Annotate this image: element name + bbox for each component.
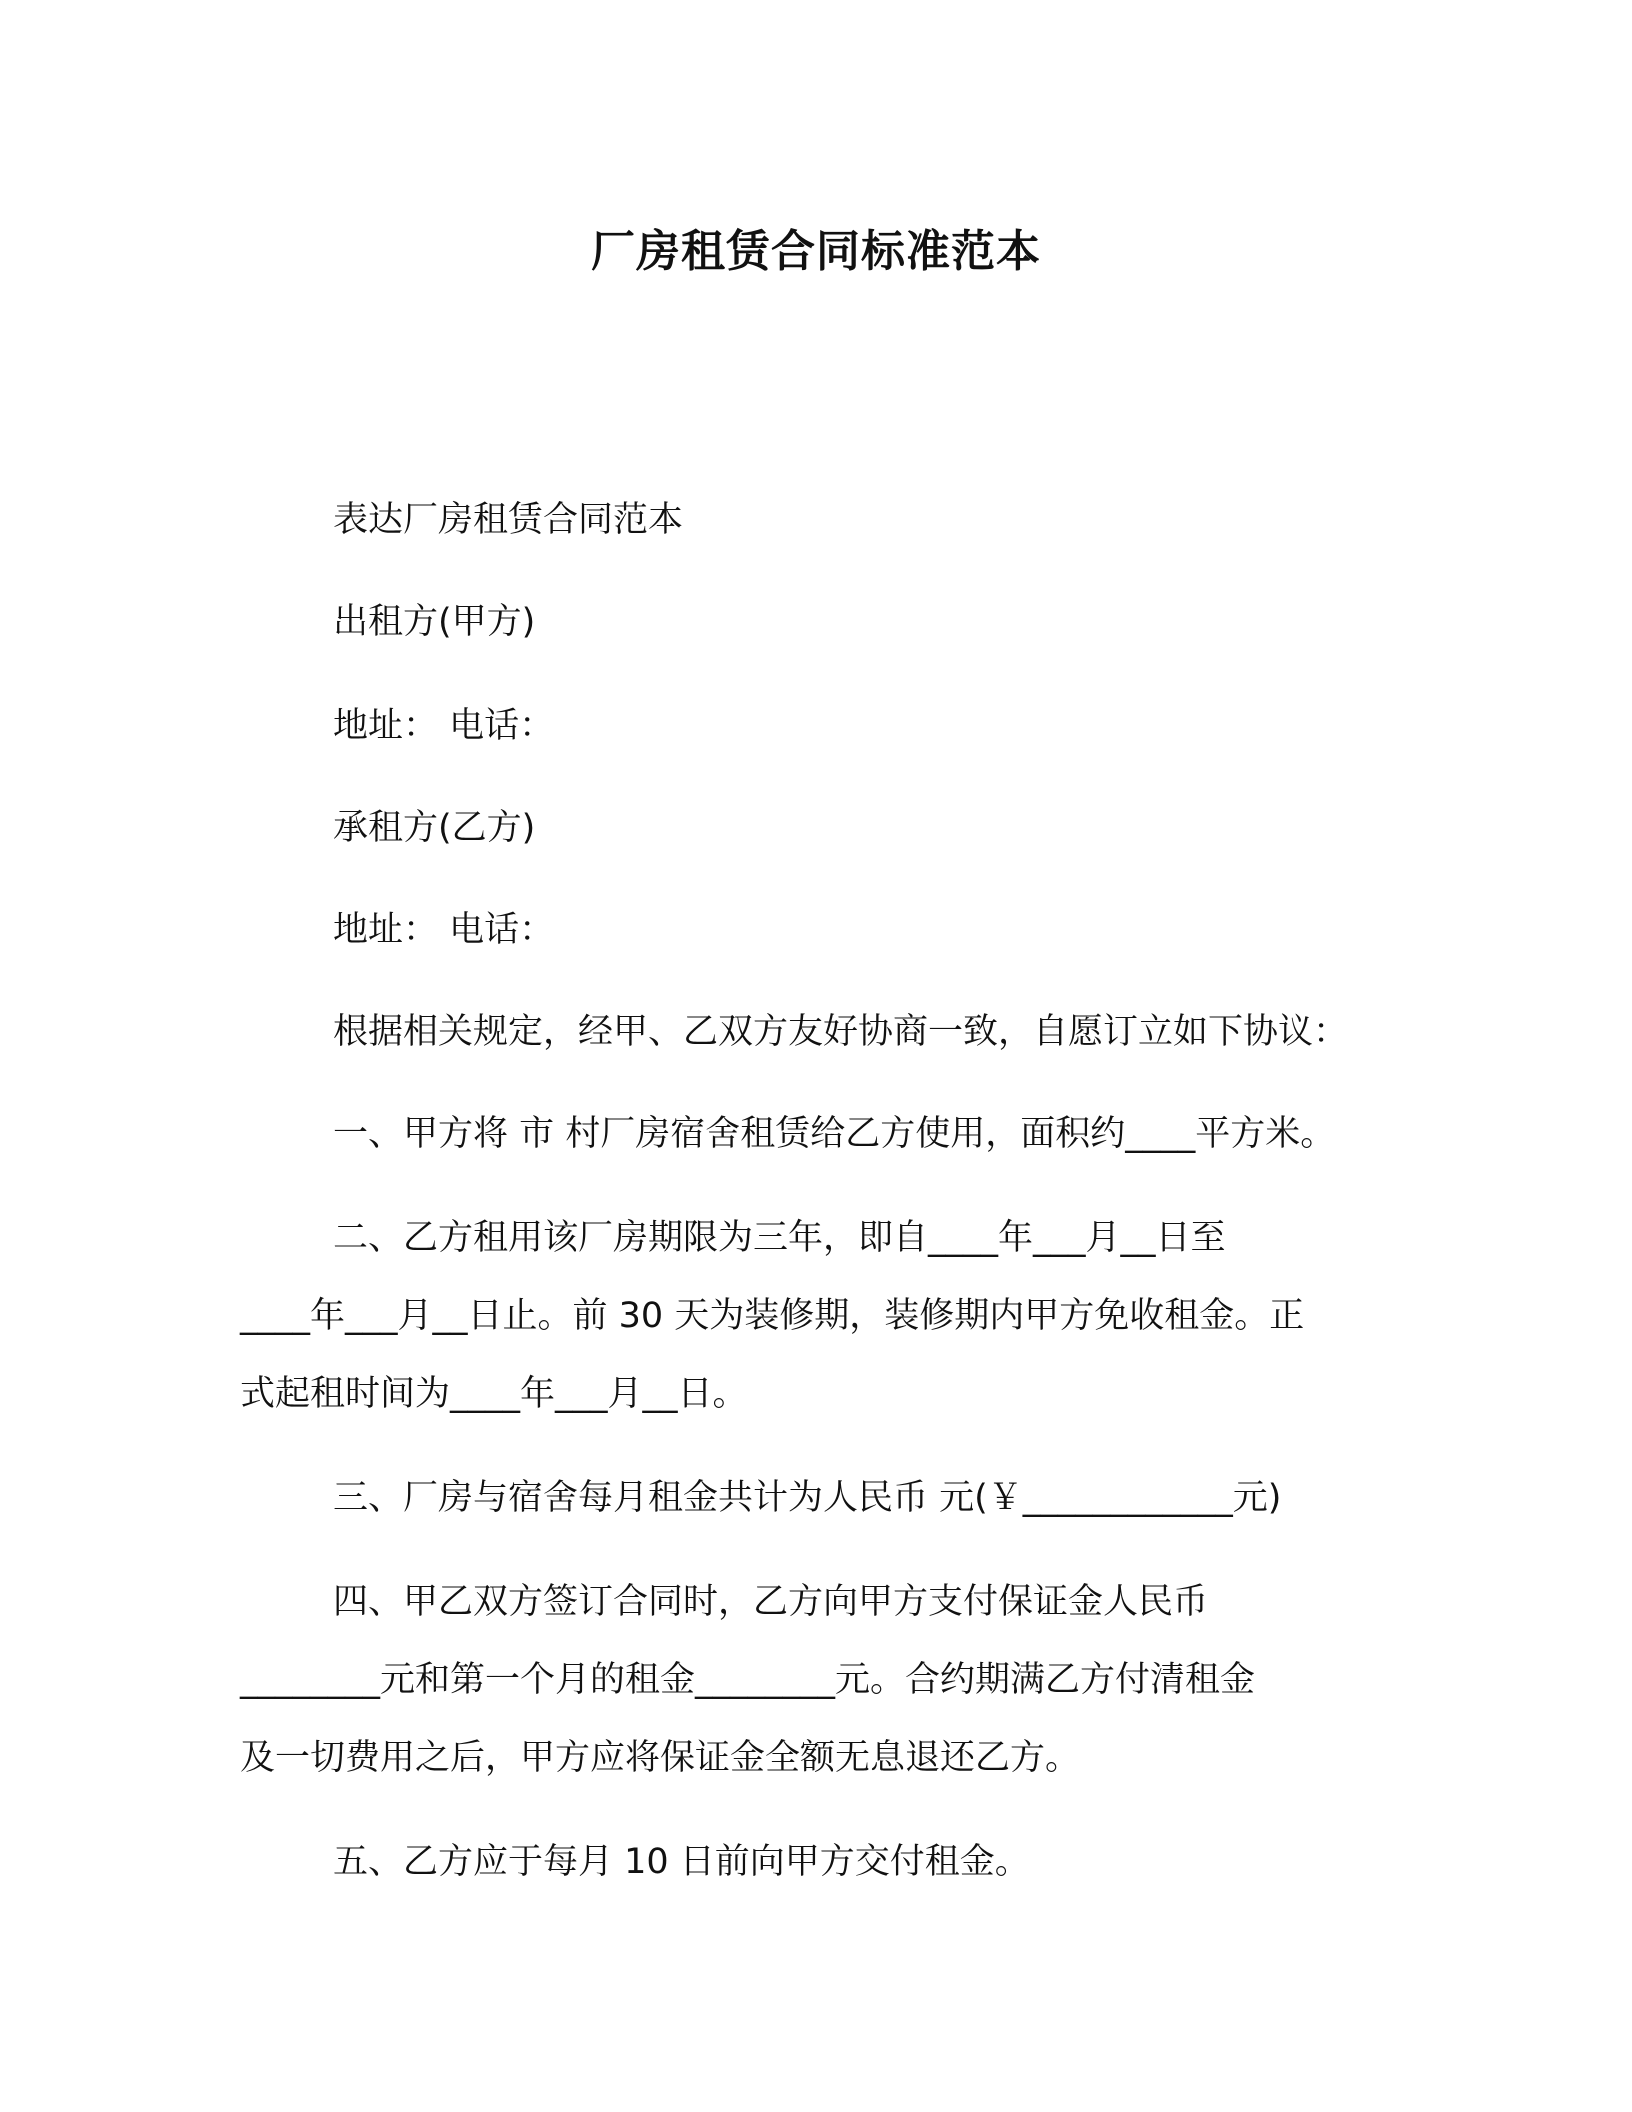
clause-1: 一、甲方将 市 村厂房宿舍租赁给乙方使用，面积约____平方米。	[333, 1114, 1336, 1154]
clause-2-line-1: 二、乙方租用该厂房期限为三年，即自____年___月__日至	[333, 1218, 1226, 1258]
preamble-paragraph: 根据相关规定，经甲、乙双方友好协商一致，自愿订立如下协议：	[333, 1012, 1349, 1052]
lessor-label: 出租方(甲方)	[333, 602, 536, 642]
clause-2-line-2: ____年___月__日止。前 30 天为装修期，装修期内甲方免收租金。正	[240, 1296, 1305, 1336]
clause-2-line-3: 式起租时间为____年___月__日。	[240, 1374, 748, 1414]
document-title: 厂房租赁合同标准范本	[591, 226, 1041, 277]
clause-5: 五、乙方应于每月 10 日前向甲方交付租金。	[333, 1842, 1030, 1882]
clause-4-line-2: ________元和第一个月的租金________元。合约期满乙方付清租金	[240, 1660, 1256, 1700]
clause-4-line-1: 四、甲乙双方签订合同时，乙方向甲方支付保证金人民币	[333, 1582, 1209, 1622]
subtitle-line: 表达厂房租赁合同范本	[333, 500, 684, 540]
clause-3: 三、厂房与宿舍每月租金共计为人民币 元(￥____________元)	[333, 1478, 1282, 1518]
lessee-label: 承租方(乙方)	[333, 808, 536, 848]
lessor-address-phone: 地址： 电话：	[333, 706, 555, 746]
lessee-address-phone: 地址： 电话：	[333, 910, 555, 950]
clause-4-line-3: 及一切费用之后，甲方应将保证金全额无息退还乙方。	[240, 1738, 1081, 1778]
